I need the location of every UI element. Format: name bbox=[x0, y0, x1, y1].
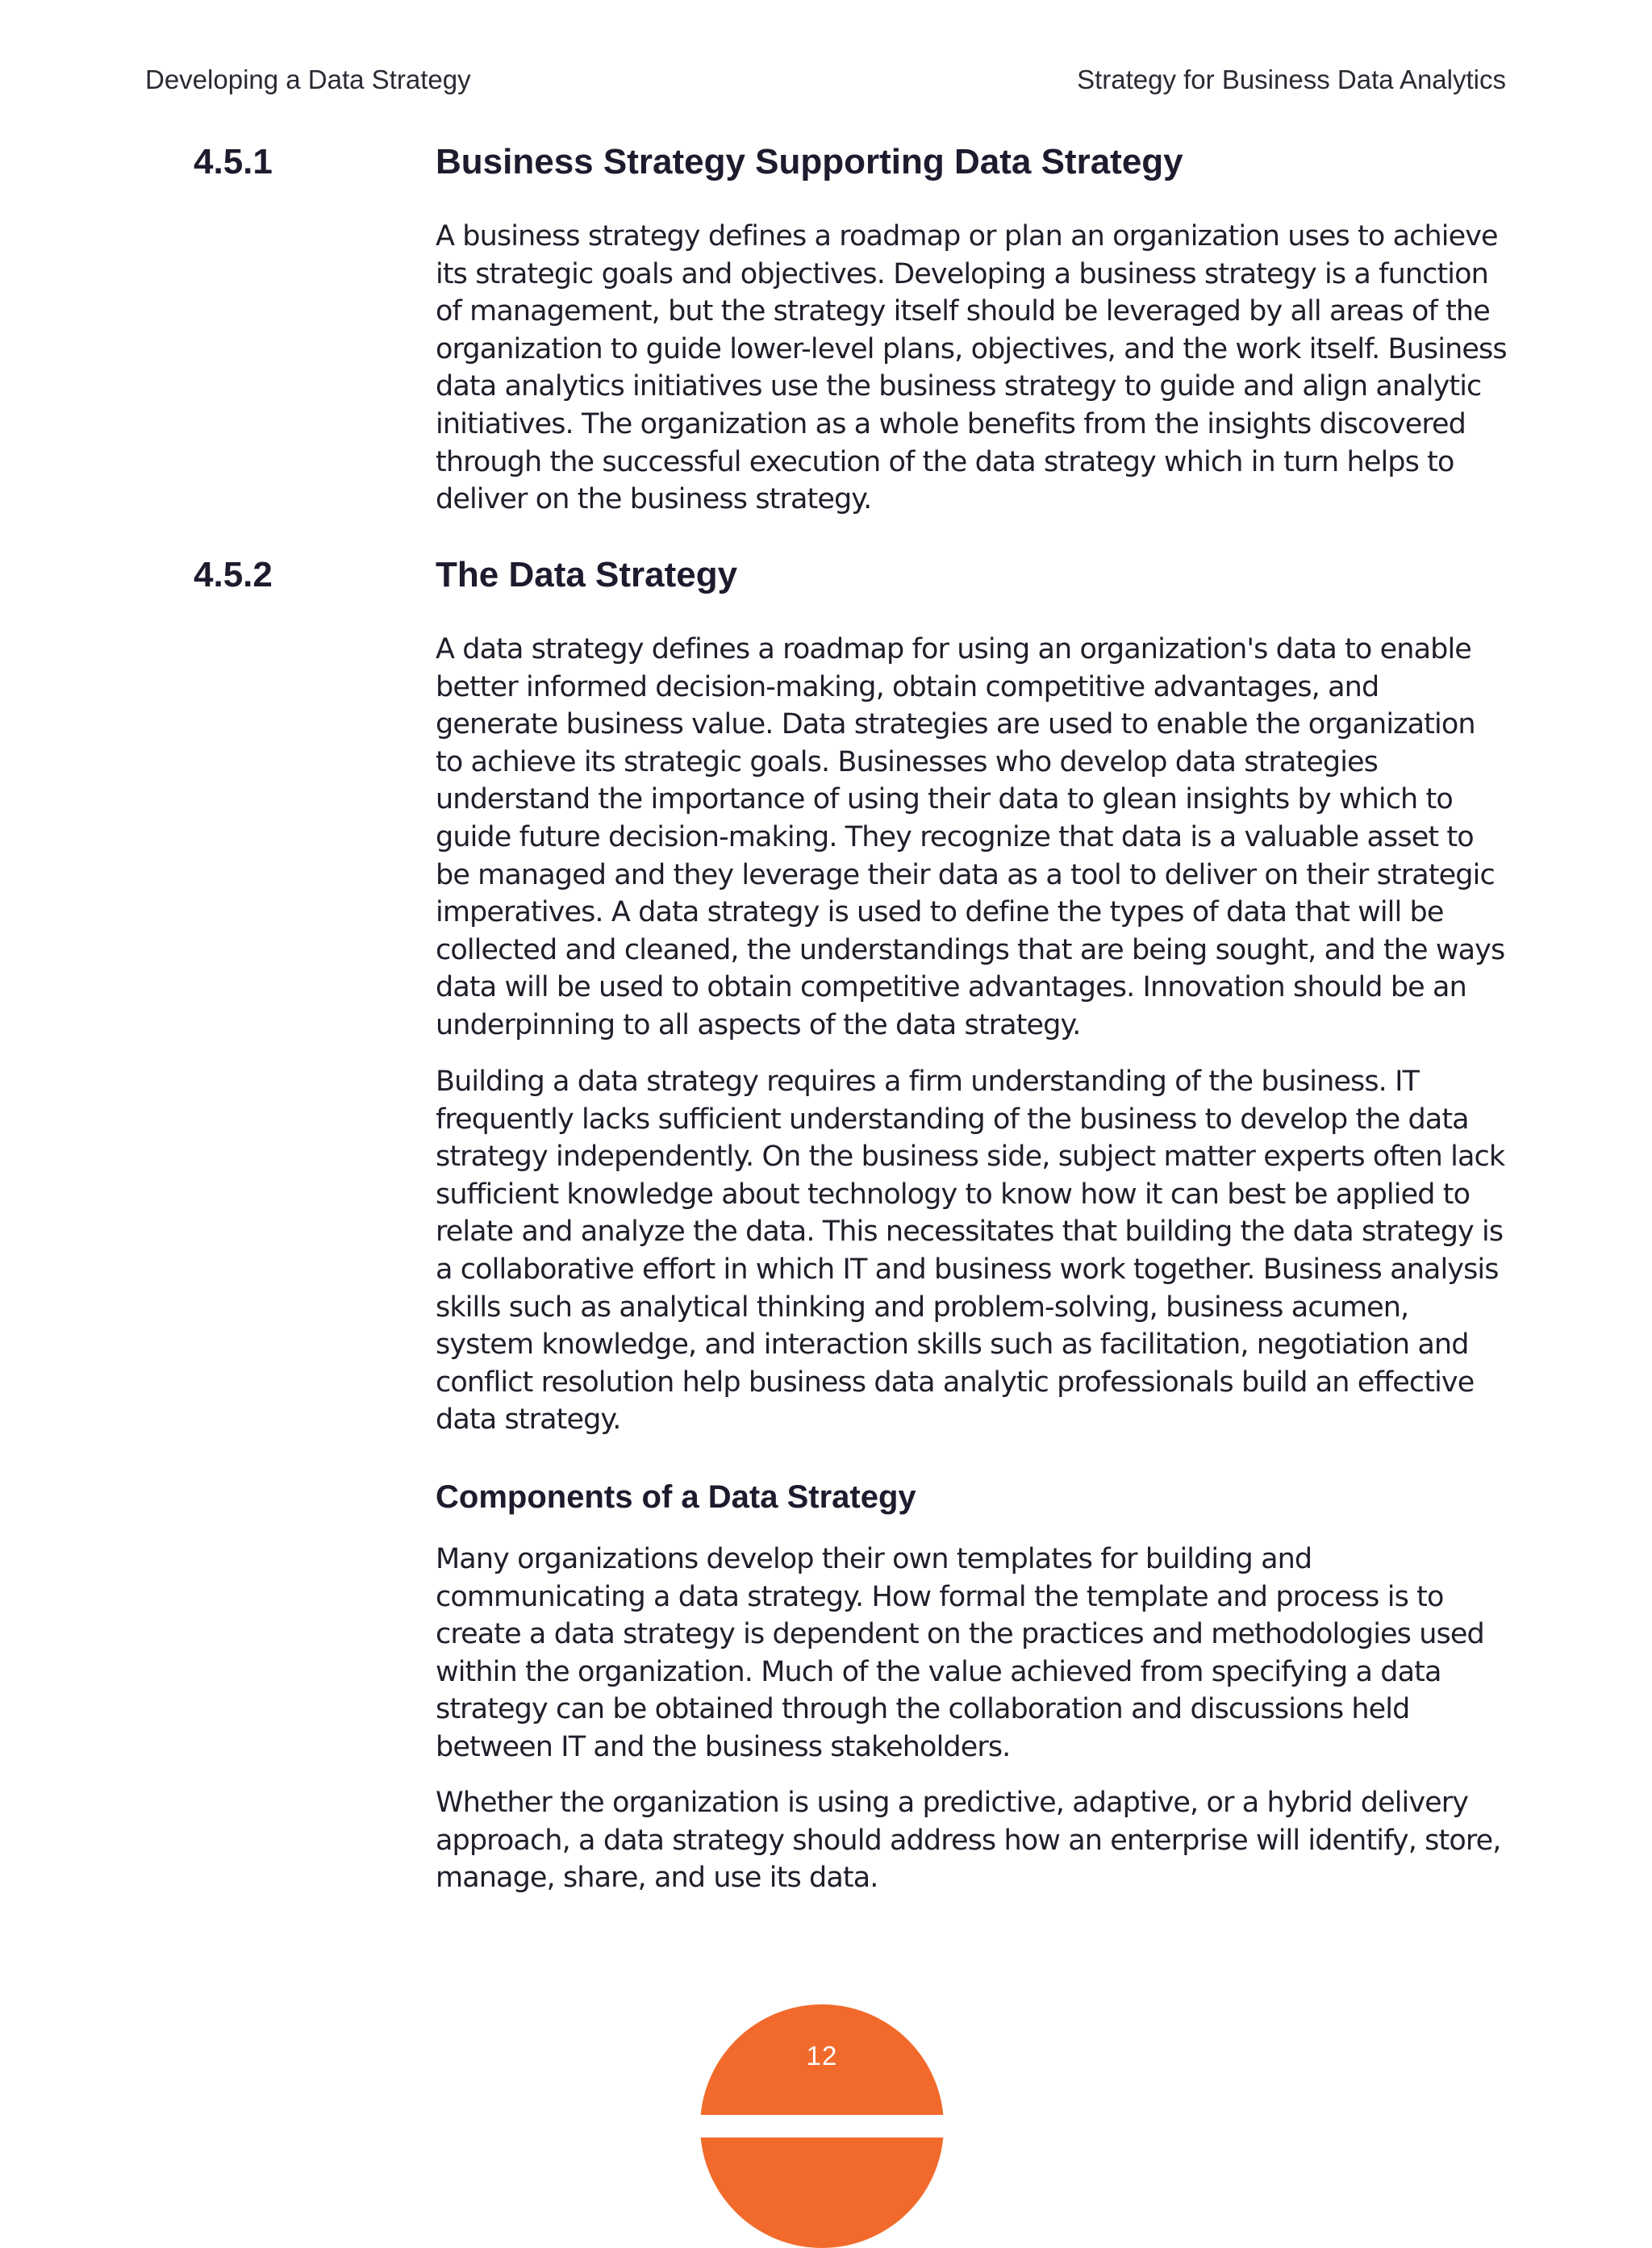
section-number-4-5-2: 4.5.2 bbox=[194, 555, 273, 594]
page-bottom-edge bbox=[0, 2115, 1652, 2137]
page-number: 12 bbox=[806, 2041, 838, 2071]
section-title-data-strategy: The Data Strategy bbox=[436, 555, 738, 594]
running-header-chapter: Developing a Data Strategy bbox=[145, 65, 471, 94]
paragraph-components-delivery-approach: Whether the organization is using a predictive, adaptive, or a hybrid delivery approach, a data strategy should address how an enterprise will identify, store, manage, share, and use its data. bbox=[436, 1787, 1501, 1895]
paragraph-data-strategy-definition: A data strategy defines a roadmap for using an organization's data to enable better informed decision-making, obtain competitive advantages, and generate business value. Data strategies are used to enable the organization to achieve its strategic goals. Businesses who develop data strategies understand the importance of using their data to glean insights by which to guide future decision-making. They recognize that data is a valuable asset to be managed and they leverage their data as a tool to deliver on their strategic imperatives. A data strategy is used to define the types of data that will be collected and cleaned, the understandings that are being sought, and the ways data will be used to obtain competitive advantages. Innovation should be an underpinning to all aspects of the data strategy. bbox=[436, 633, 1505, 1041]
paragraph-components-templates: Many organizations develop their own templates for building and communicating a data strategy. How formal the template and process is to create a data strategy is dependent on the practices and methodologies used within the organization. Much of the value achieved from specifying a data strategy can be obtained through the collaboration and discussions held between IT and the business stakeholders. bbox=[436, 1543, 1484, 1763]
section-title-business-strategy: Business Strategy Supporting Data Strategy bbox=[436, 142, 1183, 181]
paragraph-building-data-strategy: Building a data strategy requires a firm understanding of the business. IT frequently lacks sufficient understanding of the business to develop the data strategy independently. On the business side, subject matter experts often lack sufficient knowledge about technology to know how it can best be applied to relate and analyze the data. This necessitates that building the data strategy is a collaborative effort in which IT and business work together. Business analysis skills such as analytical thinking and problem-solving, business acumen, system knowledge, and interaction skills such as facilitation, negotiation and conflict resolution help business data analytic professionals build an effective data strategy. bbox=[436, 1066, 1505, 1437]
paragraph-business-strategy: A business strategy defines a roadmap or plan an organization uses to achieve its strategic goals and objectives. Developing a business strategy is a function of management, but the strategy itself should be leveraged by all areas of the organization to guide lower-level plans, objectives, and the work itself. Business data analytics initiatives use the business strategy to guide and align analytic initiatives. The organization as a whole benefits from the insights discovered through the successful execution of the data strategy which in turn helps to deliver on the business strategy. bbox=[436, 220, 1507, 516]
subsection-title-components: Components of a Data Strategy bbox=[436, 1479, 916, 1515]
section-number-4-5-1: 4.5.1 bbox=[194, 142, 273, 181]
running-header-book-title: Strategy for Business Data Analytics bbox=[1077, 65, 1506, 94]
